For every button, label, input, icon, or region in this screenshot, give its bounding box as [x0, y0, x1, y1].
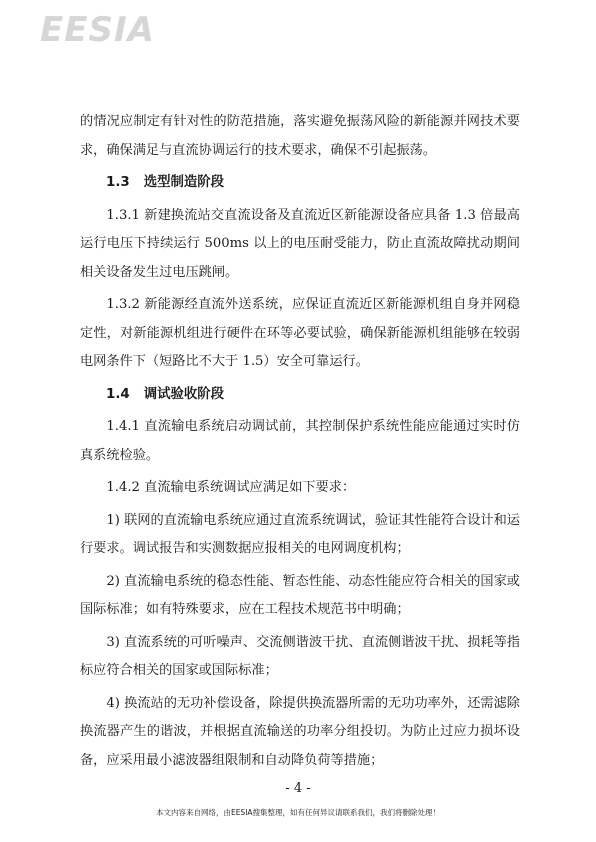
- paragraph-continued: 的情况应制定有针对性的防范措施，落实避免振荡风险的新能源并网技术要求，确保满足与直流协调运行的技术要求，确保不引起振荡。: [80, 114, 520, 158]
- clause-1-3-2: 1.3.2 新能源经直流外送系统，应保证直流近区新能源机组自身并网稳定性，对新能源机组进行硬件在环等必要试验，确保新能源机组能够在较弱电网条件下（短路比不大于 1.5）安全可靠运行。: [80, 297, 520, 369]
- section-number: 1.4: [106, 386, 130, 402]
- page-number: - 4 -: [285, 781, 311, 796]
- list-item-4: 4) 换流站的无功补偿设备，除提供换流器所需的无功功率外，还需滤除换流器产生的谐波，并根据直流输送的功率分组投切。为防止过应力损坏设备，应采用最小滤波器组限制和自动降负荷等措施；: [80, 695, 520, 768]
- document-body: [80, 108, 520, 779]
- clause-1-4-1: 1.4.1 直流输电系统启动调试前，其控制保护系统性能应能通过实时仿真系统检验。: [80, 419, 520, 463]
- section-title: 调试验收阶段: [143, 386, 225, 402]
- section-title: 选型制造阶段: [143, 175, 225, 190]
- clause-1-4-2: 1.4.2 直流输电系统调试应满足如下要求：: [106, 480, 356, 495]
- section-heading-1-4: [80, 381, 520, 410]
- section-heading-1-3: [80, 169, 520, 198]
- section-number: 1.3: [106, 175, 130, 190]
- list-item-1: 1) 联网的直流输电系统应通过直流系统调试，验证其性能符合设计和运行要求。调试报告和实测数据应报相关的电网调度机构；: [80, 512, 520, 556]
- list-item-3: 3) 直流系统的可听噪声、交流侧谐波干扰、直流侧谐波干扰、损耗等指标应符合相关的国家或国际标准；: [80, 634, 520, 678]
- clause-1-3-1: 1.3.1 新建换流站交直流设备及直流近区新能源设备应具备 1.3 倍最高运行电压下持续运行 500ms 以上的电压耐受能力，防止直流故障扰动期间相关设备发生过电压跳闸。: [80, 207, 520, 280]
- footer-disclaimer: 本文内容来自网络，由EESIA搜集整理，如有任何异议请联系我们，我们将删除处理！: [155, 808, 441, 817]
- list-item-2: 2) 直流输电系统的稳态性能、暂态性能、动态性能应符合相关的国家或国际标准；如有特殊要求，应在工程技术规范书中明确；: [80, 573, 520, 617]
- eesia-logo: EESIA: [40, 10, 155, 50]
